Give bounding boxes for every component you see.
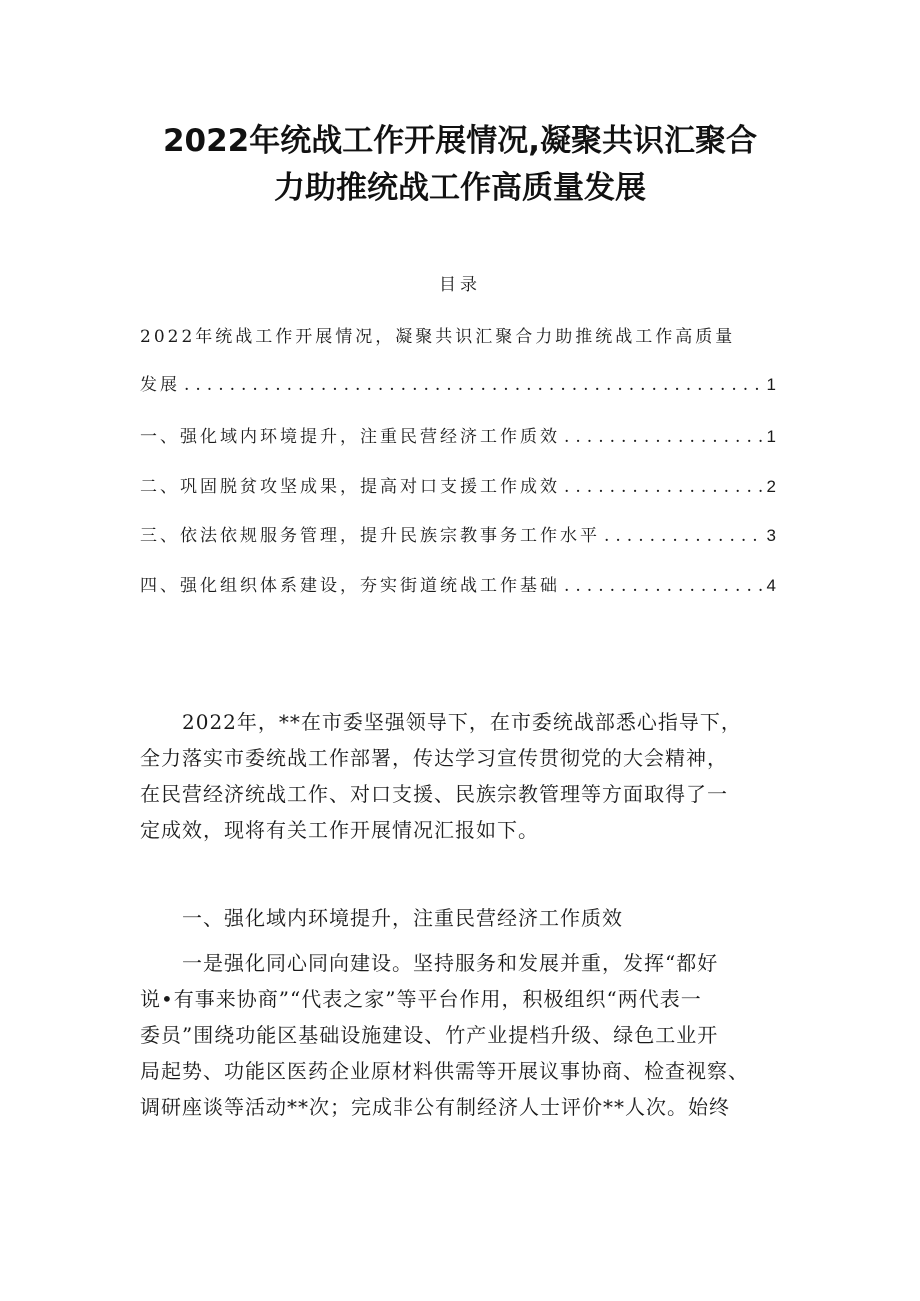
paragraph-line: 定成效，现将有关工作开展情况汇报如下。 xyxy=(140,818,539,842)
toc-entry-text: 三、依法依规服务管理，提升民族宗教事务工作水平 xyxy=(140,526,600,546)
section-heading-text: 一、强化域内环境提升，注重民营经济工作质效 xyxy=(140,906,623,930)
paragraph-line: 在民营经济统战工作、对口支援、民族宗教管理等方面取得了一 xyxy=(140,782,728,806)
toc-page-number: 1 xyxy=(766,427,776,446)
toc-entry-4[interactable] xyxy=(140,571,776,597)
paragraph-line: 全力落实市委统战工作部署，传达学习宣传贯彻党的大会精神， xyxy=(140,746,728,770)
toc-page-number: 4 xyxy=(766,576,776,595)
toc-page-number: 3 xyxy=(766,526,776,545)
toc-page-number: 1 xyxy=(766,375,776,394)
paragraph-line: 委员”围绕功能区基础设施建设、竹产业提档升级、绿色工业开 xyxy=(140,1023,719,1047)
intro-paragraph xyxy=(140,704,790,848)
paragraph-line: 说•有事来协商”“代表之家”等平台作用，积极组织“两代表一 xyxy=(140,987,702,1011)
toc-leader-dots xyxy=(564,576,763,596)
toc-leader-dots xyxy=(604,526,763,546)
toc-heading: 目录 xyxy=(439,275,481,295)
toc-entry-text: 四、强化组织体系建设，夯实街道统战工作基础 xyxy=(140,576,560,596)
toc-leader-dots xyxy=(564,477,763,497)
toc-entry-1[interactable] xyxy=(140,422,776,448)
toc-page-number: 2 xyxy=(766,477,776,496)
toc-entry-3[interactable] xyxy=(140,521,776,547)
paragraph-line: 局起势、功能区医药企业原材料供需等开展议事协商、检查视察、 xyxy=(140,1059,749,1083)
paragraph-line: 一是强化同心同向建设。坚持服务和发展并重，发挥“都好 xyxy=(140,951,719,975)
toc-leader-dots xyxy=(184,375,763,395)
document-title-line-2: 力助推统战工作高质量发展 xyxy=(274,170,646,206)
section-1-heading xyxy=(140,900,790,936)
toc-entry-text: 二、巩固脱贫攻坚成果，提高对口支援工作成效 xyxy=(140,477,560,497)
toc-entry-0-line-2: 发展 xyxy=(140,375,180,395)
section-1-paragraph xyxy=(140,945,790,1125)
paragraph-line: 2022年，**在市委坚强领导下，在市委统战部悉心指导下， xyxy=(140,710,742,734)
toc-entry-text: 一、强化域内环境提升，注重民营经济工作质效 xyxy=(140,427,560,447)
toc-leader-dots xyxy=(564,427,763,447)
toc-entry-0-line-1[interactable]: 2022年统战工作开展情况，凝聚共识汇聚合力助推统战工作高质量 xyxy=(140,327,736,347)
toc-entry-2[interactable] xyxy=(140,472,776,498)
paragraph-line: 调研座谈等活动**次；完成非公有制经济人士评价**人次。始终 xyxy=(140,1095,730,1119)
document-title-line-1: 2022年统战工作开展情况,凝聚共识汇聚合 xyxy=(162,123,758,159)
toc-entry-0[interactable] xyxy=(140,370,776,396)
